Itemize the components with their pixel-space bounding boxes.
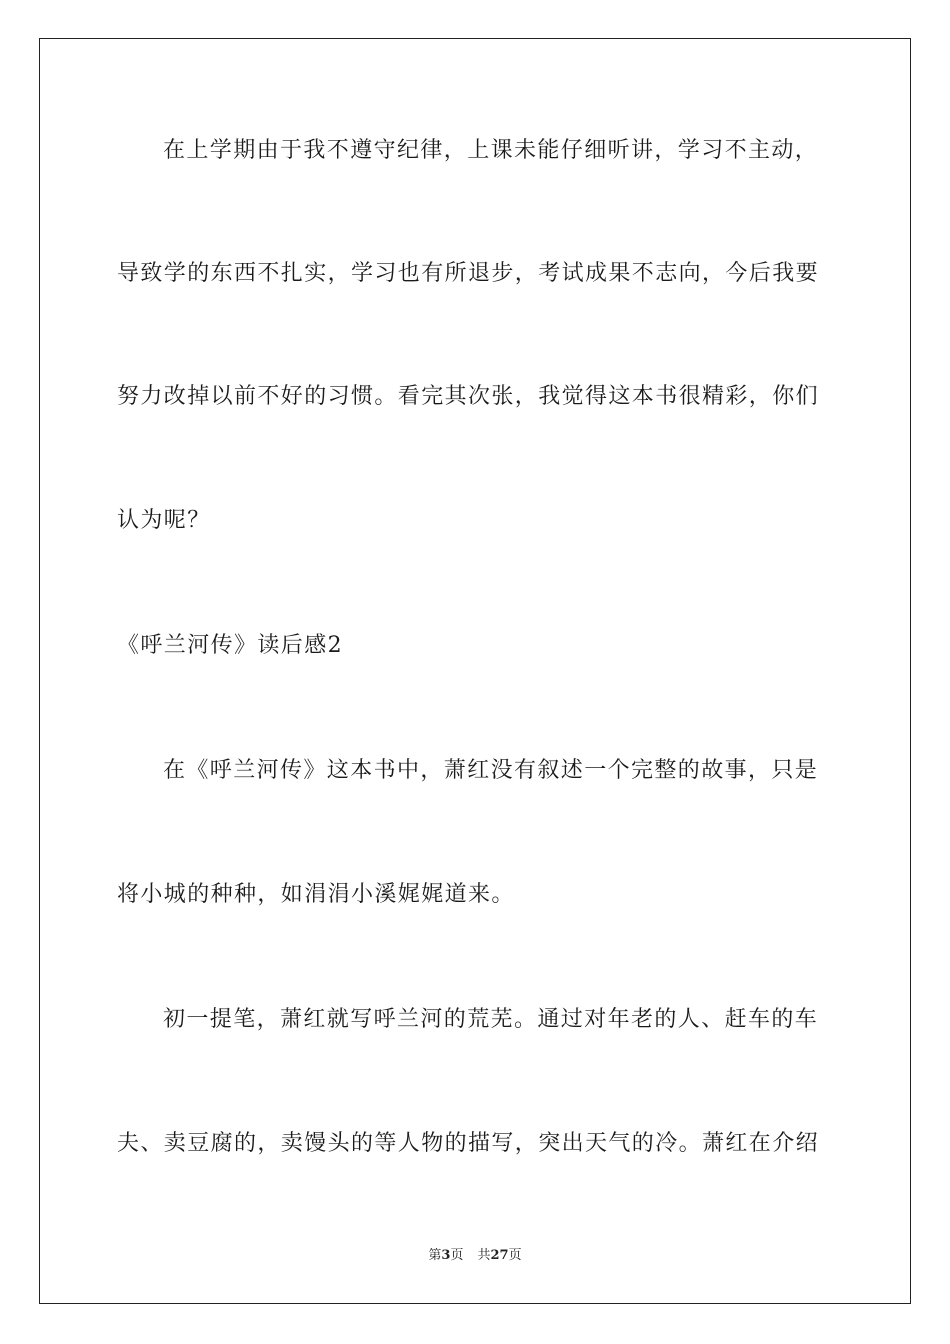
paragraph-line: 在《呼兰河传》这本书中，萧红没有叙述一个完整的故事，只是 <box>163 758 819 783</box>
paragraph-line: 将小城的种种，如涓涓小溪娓娓道来。 <box>117 882 515 907</box>
paragraph-line: 夫、卖豆腐的，卖馒头的等人物的描写，突出天气的冷。萧红在介绍 <box>117 1131 820 1156</box>
paragraph-line: 认为呢？ <box>117 508 211 533</box>
footer-page-prefix: 第 <box>428 1248 442 1263</box>
footer-current-page: 3 <box>441 1248 451 1263</box>
section-heading: 《呼兰河传》读后感2 <box>117 633 343 658</box>
footer-total-pages: 27 <box>490 1248 509 1263</box>
paragraph-line: 初一提笔，萧红就写呼兰河的荒芜。通过对年老的人、赶车的车 <box>163 1007 819 1032</box>
paragraph-line: 导致学的东西不扎实，学习也有所退步，考试成果不志向，今后我要 <box>117 261 820 286</box>
paragraph-line: 在上学期由于我不遵守纪律，上课未能仔细听讲，学习不主动， <box>163 138 819 163</box>
footer-total-prefix: 共 <box>477 1248 491 1263</box>
page-border <box>39 38 911 1304</box>
paragraph-line: 努力改掉以前不好的习惯。看完其次张，我觉得这本书很精彩，你们 <box>117 384 820 409</box>
footer-page-suffix: 页 <box>450 1248 464 1263</box>
page-footer <box>0 1247 950 1265</box>
footer-total-suffix: 页 <box>508 1248 522 1263</box>
